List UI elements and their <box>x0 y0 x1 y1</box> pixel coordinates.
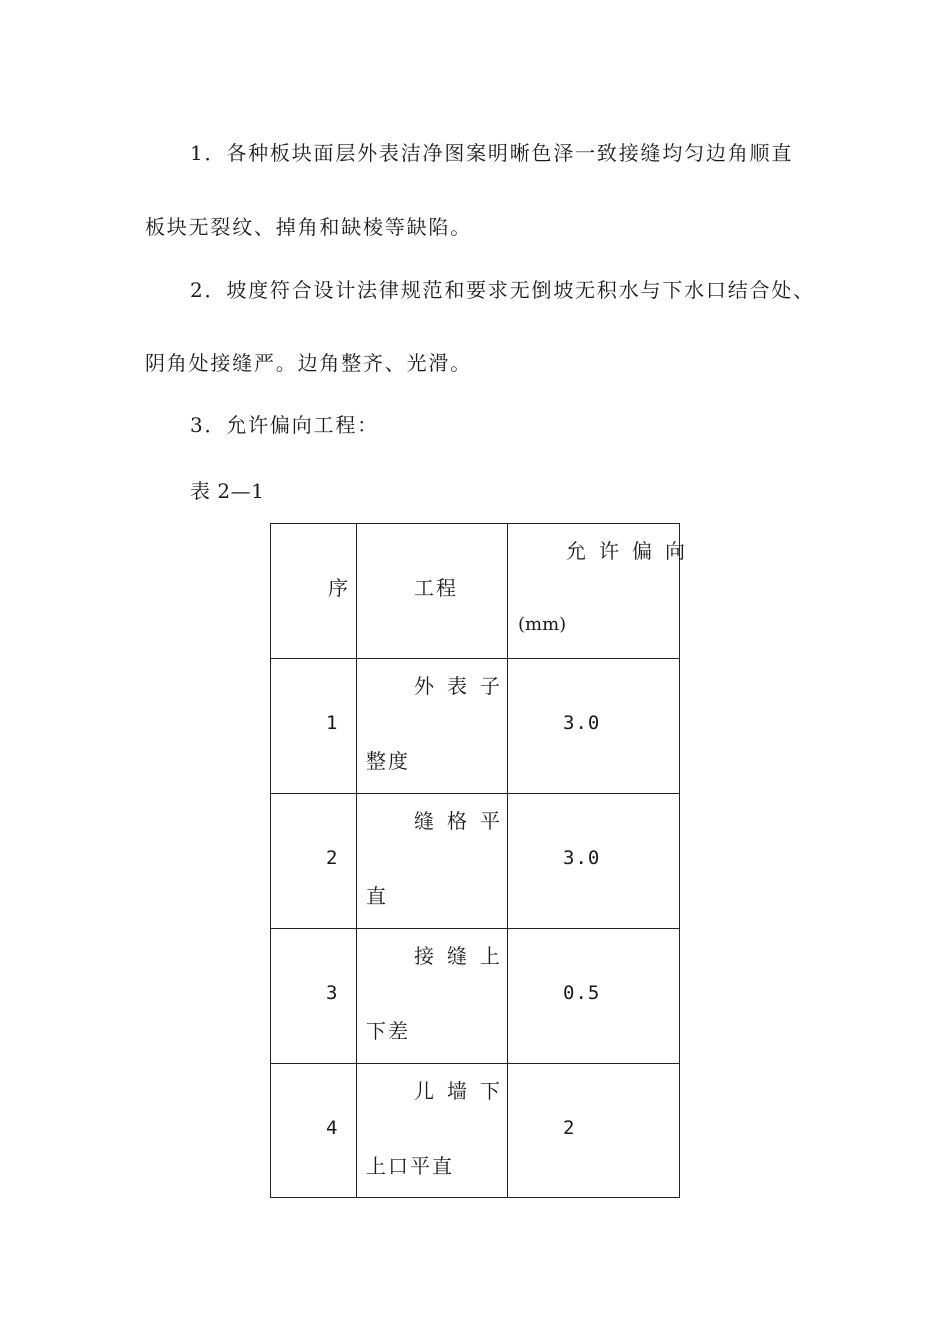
table-caption: 表 2—1 <box>190 479 265 503</box>
row-value: 3.0 <box>563 712 601 734</box>
header-item: 工程 <box>414 576 458 600</box>
item1-line1: 1．各种板块面层外表洁净图案明晰色泽一致接缝均匀边角顺直 <box>190 141 794 165</box>
table-border-right <box>679 523 680 1198</box>
table-row-divider <box>270 1063 680 1064</box>
table-row-divider <box>270 793 680 794</box>
header-tolerance-line1: 允许偏向 <box>566 539 698 563</box>
row-item-line1: 接缝上 <box>414 944 513 968</box>
row-seq: 1 <box>326 712 339 734</box>
row-value: 2 <box>563 1117 576 1139</box>
item2-line1: 2．坡度符合设计法律规范和要求无倒坡无积水与下水口结合处、 <box>190 278 815 302</box>
row-seq: 3 <box>326 982 339 1004</box>
table-border-bottom <box>270 1197 680 1198</box>
row-value: 3.0 <box>563 847 601 869</box>
table-border-left <box>270 523 271 1198</box>
header-seq: 序 <box>328 576 348 600</box>
row-value: 0.5 <box>563 982 601 1004</box>
row-item-line1: 缝格平 <box>414 809 513 833</box>
header-tolerance-unit: (mm) <box>518 614 567 635</box>
row-seq: 2 <box>326 847 339 869</box>
table-row-divider <box>270 928 680 929</box>
table-divider-1 <box>356 523 357 1198</box>
row-item-line1: 儿墙下 <box>414 1079 513 1103</box>
row-seq: 4 <box>326 1117 339 1139</box>
row-item-line2: 整度 <box>366 749 410 773</box>
table-row-divider <box>270 658 680 659</box>
table-border-top <box>270 523 680 524</box>
row-item-line2: 直 <box>366 884 388 908</box>
row-item-line2: 上口平直 <box>366 1154 454 1178</box>
item2-line2: 阴角处接缝严。边角整齐、光滑。 <box>145 351 472 375</box>
row-item-line1: 外表子 <box>414 674 513 698</box>
item1-line2: 板块无裂纹、掉角和缺棱等缺陷。 <box>145 215 472 239</box>
item3-heading: 3．允许偏向工程： <box>190 413 379 437</box>
row-item-line2: 下差 <box>366 1019 410 1043</box>
